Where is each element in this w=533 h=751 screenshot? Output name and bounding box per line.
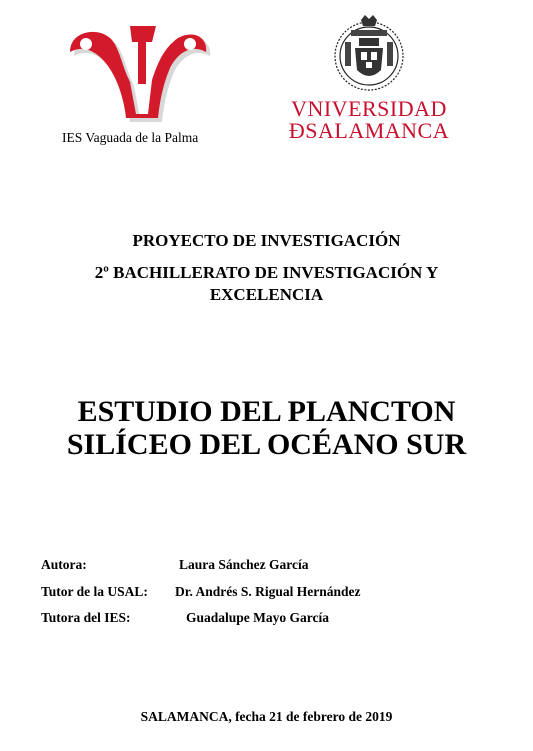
university-seal-icon bbox=[331, 14, 407, 94]
program-heading-line1: 2º BACHILLERATO DE INVESTIGACIÓN Y bbox=[94, 263, 439, 282]
document-title-line2: SILÍCEO DEL OCÉANO SUR bbox=[66, 428, 467, 461]
ies-vp-monogram-icon bbox=[60, 22, 215, 128]
program-heading-line2: EXCELENCIA bbox=[209, 285, 324, 304]
credit-author-label: Autora: bbox=[41, 557, 87, 572]
university-name-line1: VNIVERSIDAD bbox=[291, 96, 447, 121]
credit-tutor-usal-value: Dr. Andrés S. Rigual Hernández bbox=[175, 584, 361, 599]
project-heading: PROYECTO DE INVESTIGACIÓN bbox=[132, 231, 401, 250]
document-title-line1: ESTUDIO DEL PLANCTON bbox=[77, 395, 456, 428]
university-name-line2: ÐSALAMANCA bbox=[288, 118, 450, 143]
credit-author-value: Laura Sánchez García bbox=[179, 557, 309, 572]
ies-school-name: IES Vaguada de la Palma bbox=[62, 130, 199, 145]
credit-tutor-usal bbox=[41, 583, 481, 601]
credit-author bbox=[41, 556, 461, 574]
credit-tutor-ies-value: Guadalupe Mayo García bbox=[186, 610, 330, 625]
credit-tutor-ies-label: Tutora del IES: bbox=[41, 610, 131, 625]
credit-tutor-usal-label: Tutor de la USAL: bbox=[41, 584, 148, 599]
place-date-line: SALAMANCA, fecha 21 de febrero de 2019 bbox=[140, 709, 393, 724]
credit-tutor-ies bbox=[41, 609, 461, 627]
